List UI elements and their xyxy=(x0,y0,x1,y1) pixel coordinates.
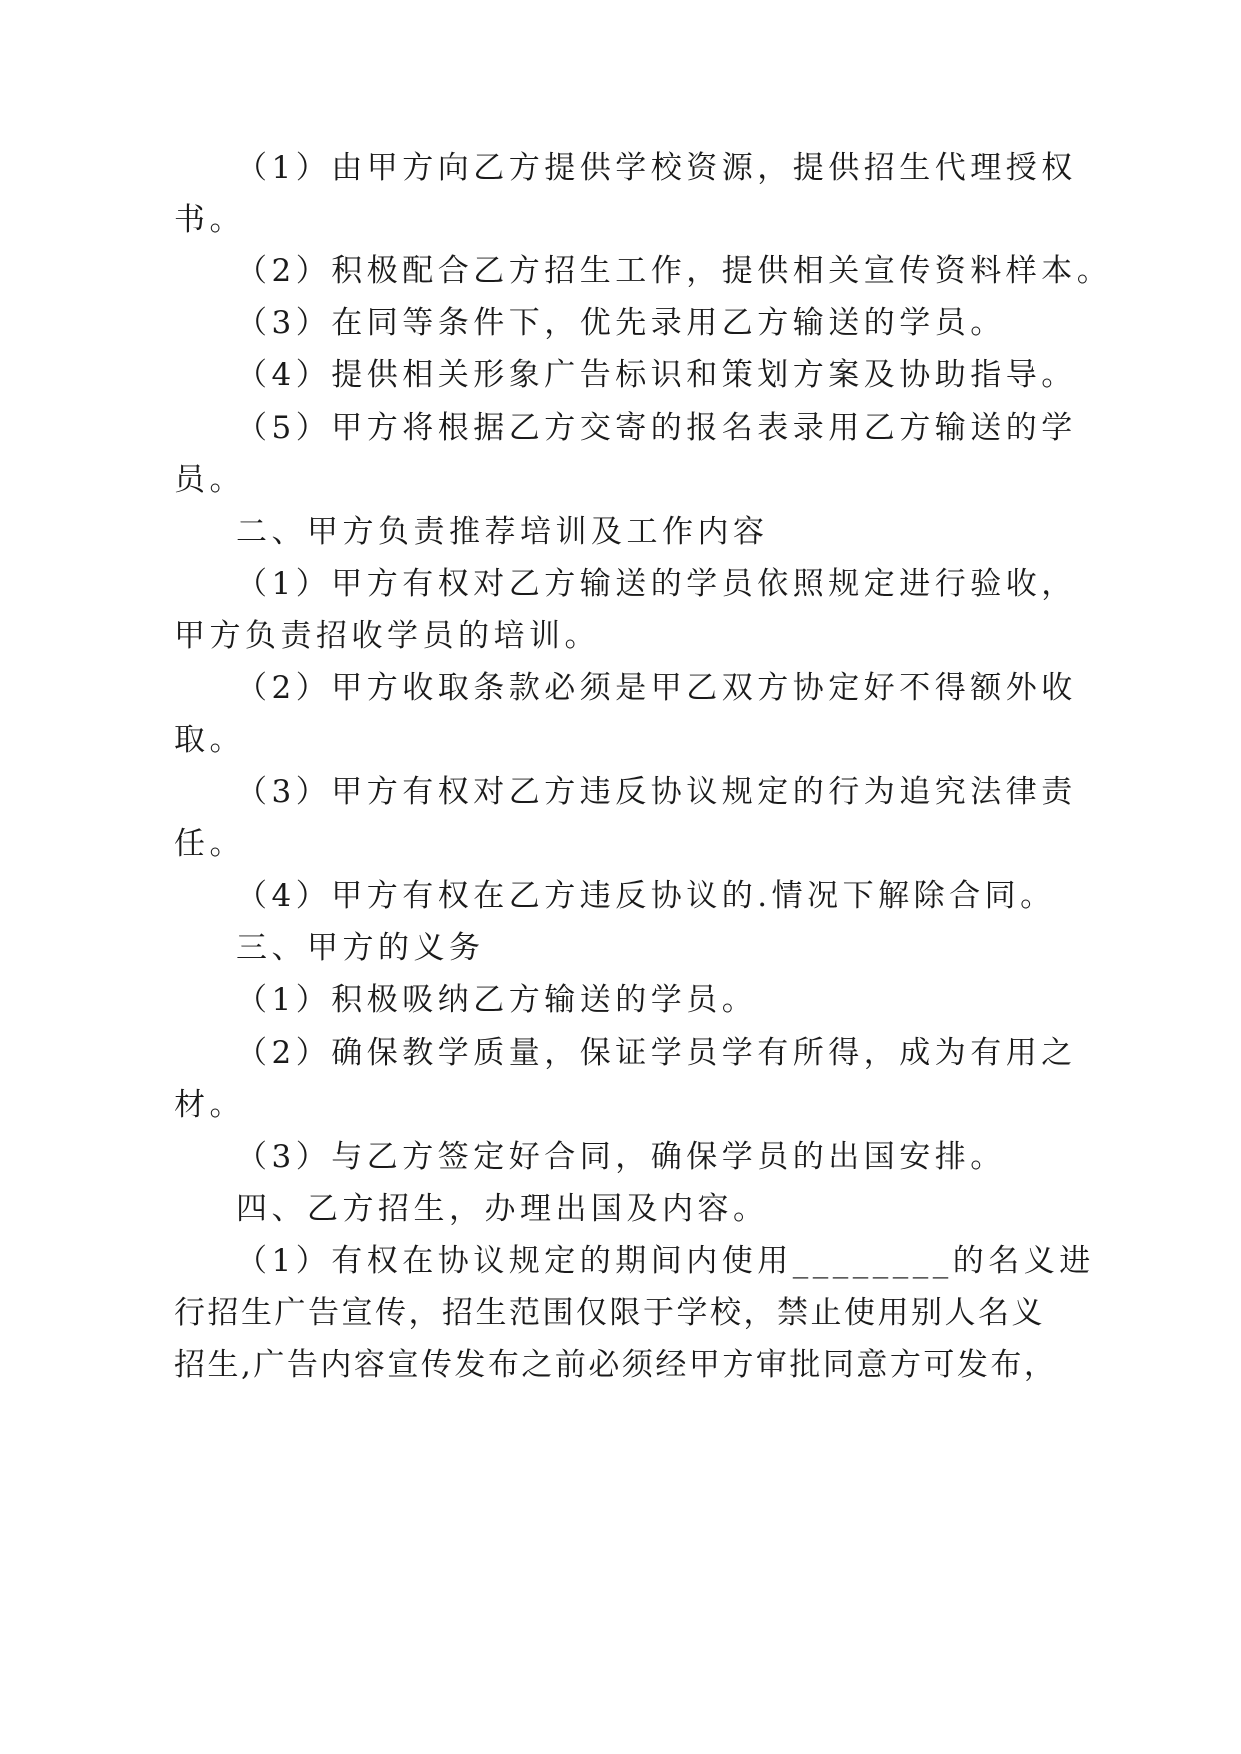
text-line: （2）确保教学质量，保证学员学有所得，成为有用之 xyxy=(236,1035,1077,1071)
text-line: 取。 xyxy=(174,722,245,758)
text-line: 任。 xyxy=(174,826,245,862)
text-line: （5）甲方将根据乙方交寄的报名表录用乙方输送的学 xyxy=(236,410,1077,446)
section-heading: 三、甲方的义务 xyxy=(236,930,485,966)
text-line: 材。 xyxy=(174,1087,245,1123)
text-line: 甲方负责招收学员的培训。 xyxy=(174,618,600,654)
text-line: （2）积极配合乙方招生工作，提供相关宣传资料样本。 xyxy=(236,253,1113,289)
section-heading: 四、乙方招生，办理出国及内容。 xyxy=(236,1191,769,1227)
section-heading: 二、甲方负责推荐培训及工作内容 xyxy=(236,514,769,550)
text-line: （1）由甲方向乙方提供学校资源，提供招生代理授权 xyxy=(236,150,1077,186)
text-line: 书。 xyxy=(174,202,245,238)
text-line: （1）有权在协议规定的期间内使用________的名义进 xyxy=(236,1243,1095,1279)
text-line: （1）甲方有权对乙方输送的学员依照规定进行验收， xyxy=(236,566,1077,602)
text-line: （3）与乙方签定好合同，确保学员的出国安排。 xyxy=(236,1139,1006,1175)
text-line: 员。 xyxy=(174,462,245,498)
text-line: （4）提供相关形象广告标识和策划方案及协助指导。 xyxy=(236,357,1077,393)
text-line: （2）甲方收取条款必须是甲乙双方协定好不得额外收 xyxy=(236,670,1077,706)
text-line: （3）甲方有权对乙方违反协议规定的行为追究法律责 xyxy=(236,774,1077,810)
text-line: （4）甲方有权在乙方违反协议的.情况下解除合同。 xyxy=(236,878,1056,914)
text-line: 行招生广告宣传，招生范围仅限于学校，禁止使用别人名义 xyxy=(174,1295,1045,1331)
text-line: 招生,广告内容宣传发布之前必须经甲方审批同意方可发布， xyxy=(174,1347,1058,1383)
text-line: （3）在同等条件下，优先录用乙方输送的学员。 xyxy=(236,305,1006,341)
text-line: （1）积极吸纳乙方输送的学员。 xyxy=(236,982,758,1018)
